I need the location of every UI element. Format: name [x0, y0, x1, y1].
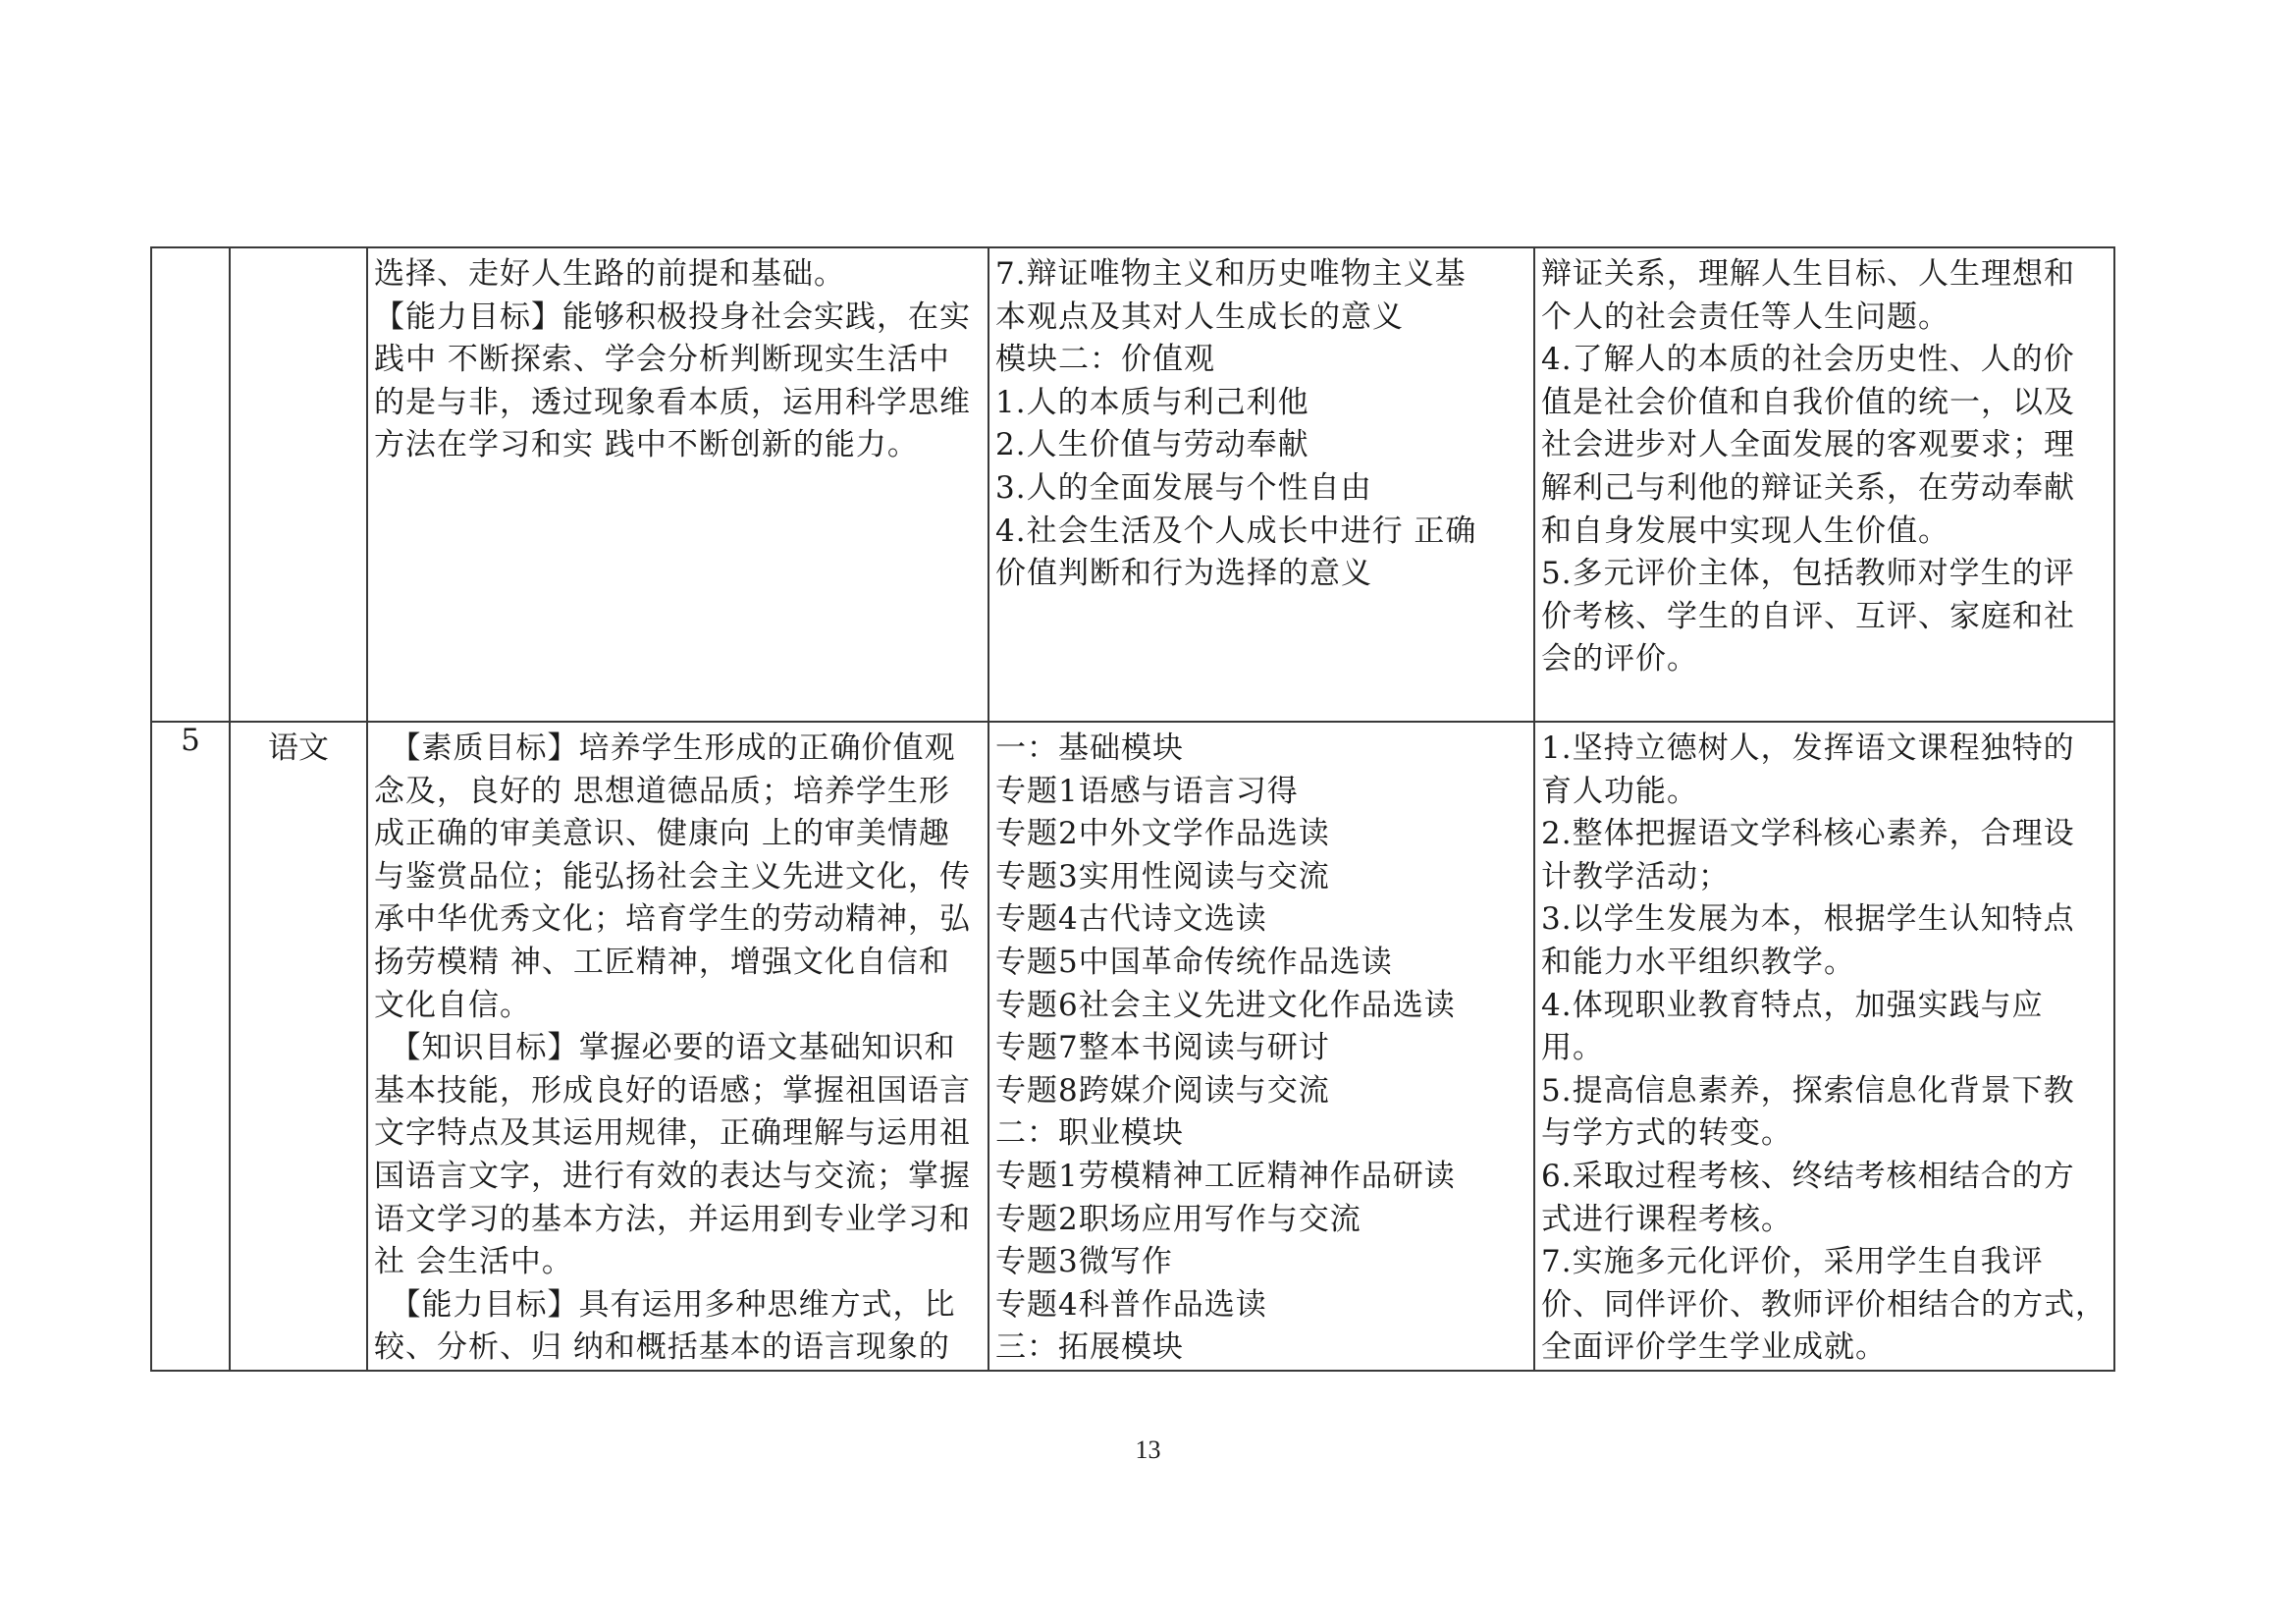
text-line: 3.人的全面发展与个性自由 [995, 469, 1372, 506]
text-line: 育人功能。 [1541, 773, 1698, 809]
text-line: 专题1劳模精神工匠精神作品研读 [995, 1158, 1456, 1194]
text-line: 社 会生活中。 [374, 1244, 573, 1280]
text-line: 与鉴赏品位；能弘扬社会主义先进文化，传 [374, 858, 971, 894]
content-cell [988, 247, 1534, 722]
text-line: 本观点及其对人生成长的意义 [995, 298, 1404, 335]
text-line: 与学方式的转变。 [1541, 1115, 1792, 1152]
text-line: 的是与非，透过现象看本质，运用科学思维 [374, 384, 971, 420]
text-line: 4.社会生活及个人成长中进行 正确 [995, 513, 1477, 549]
text-line: 专题5中国革命传统作品选读 [995, 944, 1393, 980]
goals-text [368, 248, 988, 467]
text-line: 【能力目标】能够积极投身社会实践，在实 [374, 298, 971, 335]
text-line: 模块二：价值观 [995, 342, 1215, 378]
text-line: 5.提高信息素养，探索信息化背景下教 [1541, 1072, 2075, 1109]
text-line: 全面评价学生学业成就。 [1541, 1329, 1887, 1366]
subject-cell [230, 247, 367, 722]
text-line: 个人的社会责任等人生问题。 [1541, 298, 1949, 335]
text-line: 2.整体把握语文学科核心素养，合理设 [1541, 816, 2075, 852]
text-line: 2.人生价值与劳动奉献 [995, 427, 1309, 463]
text-line: 计教学活动； [1541, 858, 1730, 894]
curriculum-table [150, 246, 2115, 1372]
text-line: 和自身发展中实现人生价值。 [1541, 513, 1949, 549]
text-line: 价考核、学生的自评、互评、家庭和社 [1541, 598, 2075, 634]
text-line: 专题3实用性阅读与交流 [995, 858, 1330, 894]
text-line: 会的评价。 [1541, 641, 1698, 677]
requirements-text [1535, 248, 2113, 681]
text-line: 7.实施多元化评价，采用学生自我评 [1541, 1244, 2044, 1280]
text-line: 价、同伴评价、教师评价相结合的方式， [1541, 1286, 2107, 1323]
text-line: 念及，良好的 思想道德品质；培养学生形 [374, 773, 950, 809]
text-line: 语文学习的基本方法，并运用到专业学习和 [374, 1201, 971, 1237]
text-line: 二：职业模块 [995, 1115, 1184, 1152]
goals-text [368, 723, 988, 1370]
content-cell [988, 722, 1534, 1371]
text-line: 专题8跨媒介阅读与交流 [995, 1072, 1330, 1109]
text-line: 专题6社会主义先进文化作品选读 [995, 987, 1456, 1023]
content-text [989, 723, 1533, 1370]
goals-cell [367, 722, 988, 1371]
text-line: 专题2中外文学作品选读 [995, 816, 1330, 852]
text-line: 【能力目标】具有运用多种思维方式，比 [374, 1286, 956, 1323]
text-line: 1.人的本质与利己利他 [995, 384, 1309, 420]
goals-cell [367, 247, 988, 722]
text-line: 专题7整本书阅读与研讨 [995, 1030, 1330, 1066]
table-row [151, 722, 2114, 1371]
text-line: 【素质目标】培养学生形成的正确价值观 [374, 731, 956, 766]
requirements-cell [1534, 722, 2114, 1371]
text-line: 3.以学生发展为本，根据学生认知特点 [1541, 901, 2075, 938]
requirements-cell [1534, 247, 2114, 722]
text-line: 一：基础模块 [995, 731, 1184, 766]
text-line: 文化自信。 [374, 987, 531, 1023]
text-line: 扬劳模精 神、工匠精神，增强文化自信和 [374, 944, 950, 980]
text-line: 成正确的审美意识、健康向 上的审美情趣 [374, 816, 950, 852]
subject-name: 语文 [268, 731, 329, 766]
text-line: 专题3微写作 [995, 1244, 1173, 1280]
text-line: 1.坚持立德树人，发挥语文课程独特的 [1541, 731, 2075, 766]
text-line: 选择、走好人生路的前提和基础。 [374, 256, 845, 292]
text-line: 三：拓展模块 [995, 1329, 1184, 1366]
text-line: 专题4科普作品选读 [995, 1286, 1267, 1323]
text-line: 4.体现职业教育特点，加强实践与应 [1541, 987, 2044, 1023]
page-number: 13 [1135, 1435, 1161, 1464]
subject-cell [230, 722, 367, 1371]
text-line: 基本技能，形成良好的语感；掌握祖国语言 [374, 1072, 971, 1109]
text-line: 价值判断和行为选择的意义 [995, 556, 1372, 592]
text-line: 辩证关系，理解人生目标、人生理想和 [1541, 256, 2075, 292]
text-line: 式进行课程考核。 [1541, 1201, 1792, 1237]
text-line: 承中华优秀文化；培育学生的劳动精神，弘 [374, 901, 971, 938]
requirements-text [1535, 723, 2113, 1370]
text-line: 专题4古代诗文选读 [995, 901, 1267, 938]
table-row [151, 247, 2114, 722]
text-line: 社会进步对人全面发展的客观要求；理 [1541, 427, 2075, 463]
text-line: 7.辩证唯物主义和历史唯物主义基 [995, 256, 1467, 292]
text-line: 较、分析、归 纳和概括基本的语言现象的 [374, 1329, 950, 1366]
text-line: 专题2职场应用写作与交流 [995, 1201, 1362, 1237]
row-number-cell [151, 722, 230, 1371]
text-line: 文字特点及其运用规律，正确理解与运用祖 [374, 1115, 971, 1152]
text-line: 6.采取过程考核、终结考核相结合的方 [1541, 1158, 2075, 1194]
text-line: 方法在学习和实 践中不断创新的能力。 [374, 427, 919, 463]
text-line: 解利己与利他的辩证关系，在劳动奉献 [1541, 469, 2075, 506]
content-text [989, 248, 1533, 596]
text-line: 专题1语感与语言习得 [995, 773, 1299, 809]
text-line: 【知识目标】掌握必要的语文基础知识和 [374, 1030, 956, 1066]
row-number: 5 [181, 723, 200, 758]
text-line: 值是社会价值和自我价值的统一，以及 [1541, 384, 2075, 420]
text-line: 5.多元评价主体，包括教师对学生的评 [1541, 556, 2075, 592]
text-line: 用。 [1541, 1030, 1604, 1066]
text-line: 践中 不断探索、学会分析判断现实生活中 [374, 342, 950, 378]
text-line: 和能力水平组织教学。 [1541, 944, 1855, 980]
row-number-cell [151, 247, 230, 722]
text-line: 国语言文字，进行有效的表达与交流；掌握 [374, 1158, 971, 1194]
text-line: 4.了解人的本质的社会历史性、人的价 [1541, 342, 2075, 378]
